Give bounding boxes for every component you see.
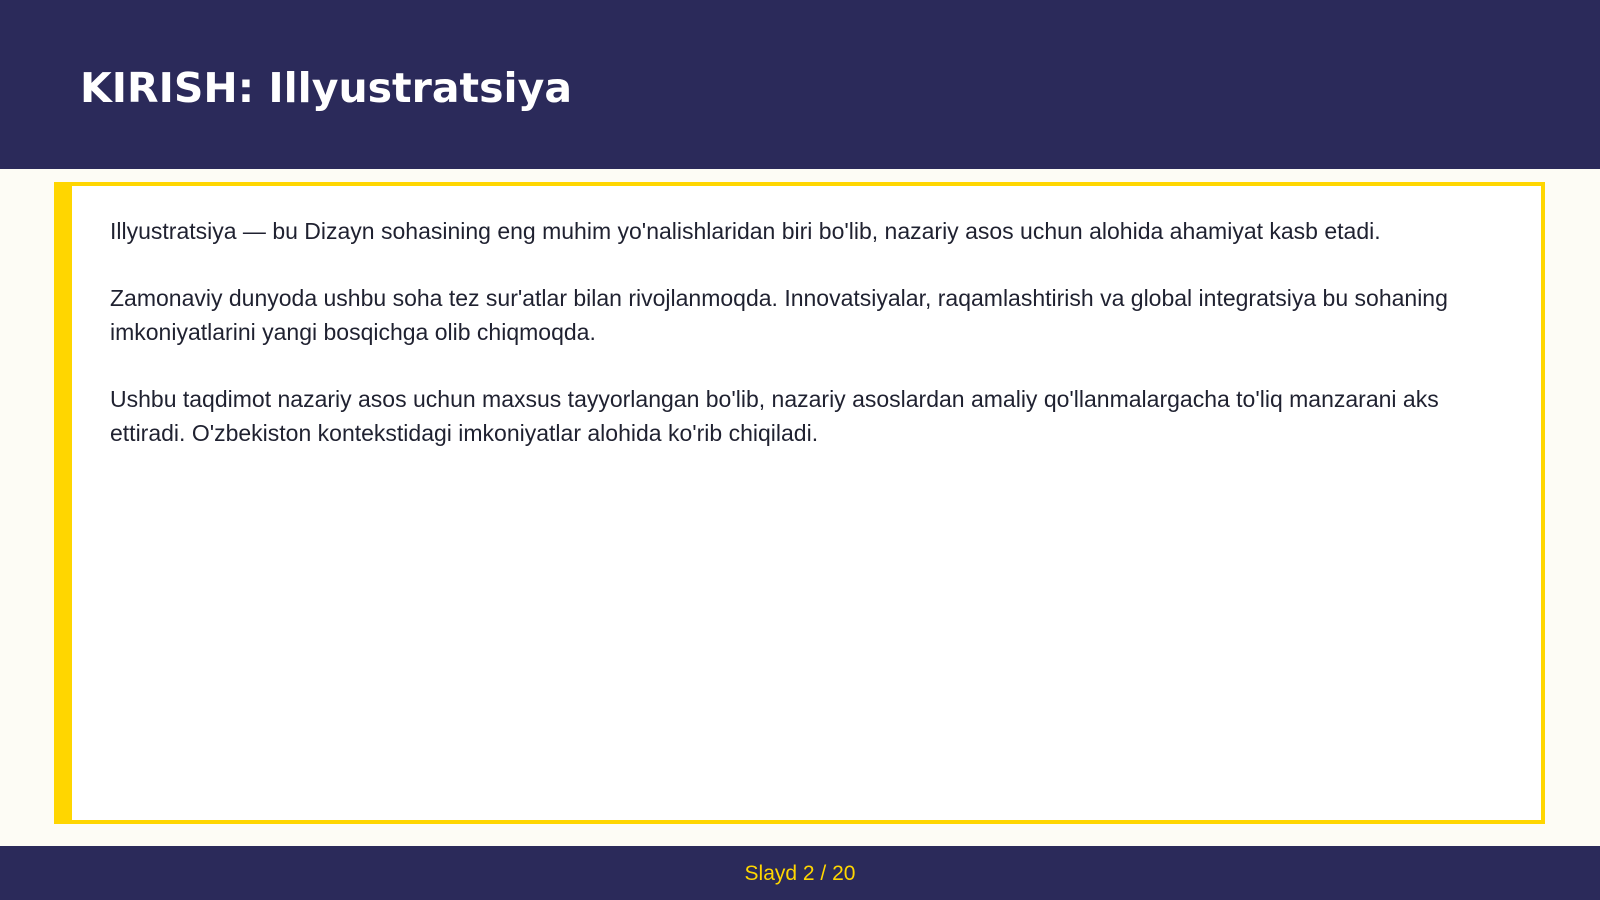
paragraph: Zamonaviy dunyoda ushbu soha tez sur'atlar bilan rivojlanmoqda. Innovatsiyalar, raqamlashtirish va global integratsiya bu sohaning imkoniyatlarini yangi bosqichga olib chiqmoqda. [110, 285, 1448, 345]
slide-header [0, 0, 1600, 169]
paragraph: Illyustratsiya — bu Dizayn sohasining eng muhim yo'nalishlaridan biri bo'lib, nazariy asos uchun alohida ahamiyat kasb etadi. [110, 218, 1381, 244]
paragraph: Ushbu taqdimot nazariy asos uchun maxsus tayyorlangan bo'lib, nazariy asoslardan amaliy qo'llanmalargacha to'liq manzarani aks ettiradi. O'zbekiston kontekstidagi imkoniyatlar alohida ko'rib chiqiladi. [110, 386, 1439, 446]
slide-counter: Slayd 2 / 20 [744, 862, 856, 885]
content-box [54, 182, 1545, 824]
body-text [110, 214, 1510, 483]
slide-footer [0, 846, 1600, 900]
slide-title: KIRISH: Illyustratsiya [80, 64, 572, 112]
